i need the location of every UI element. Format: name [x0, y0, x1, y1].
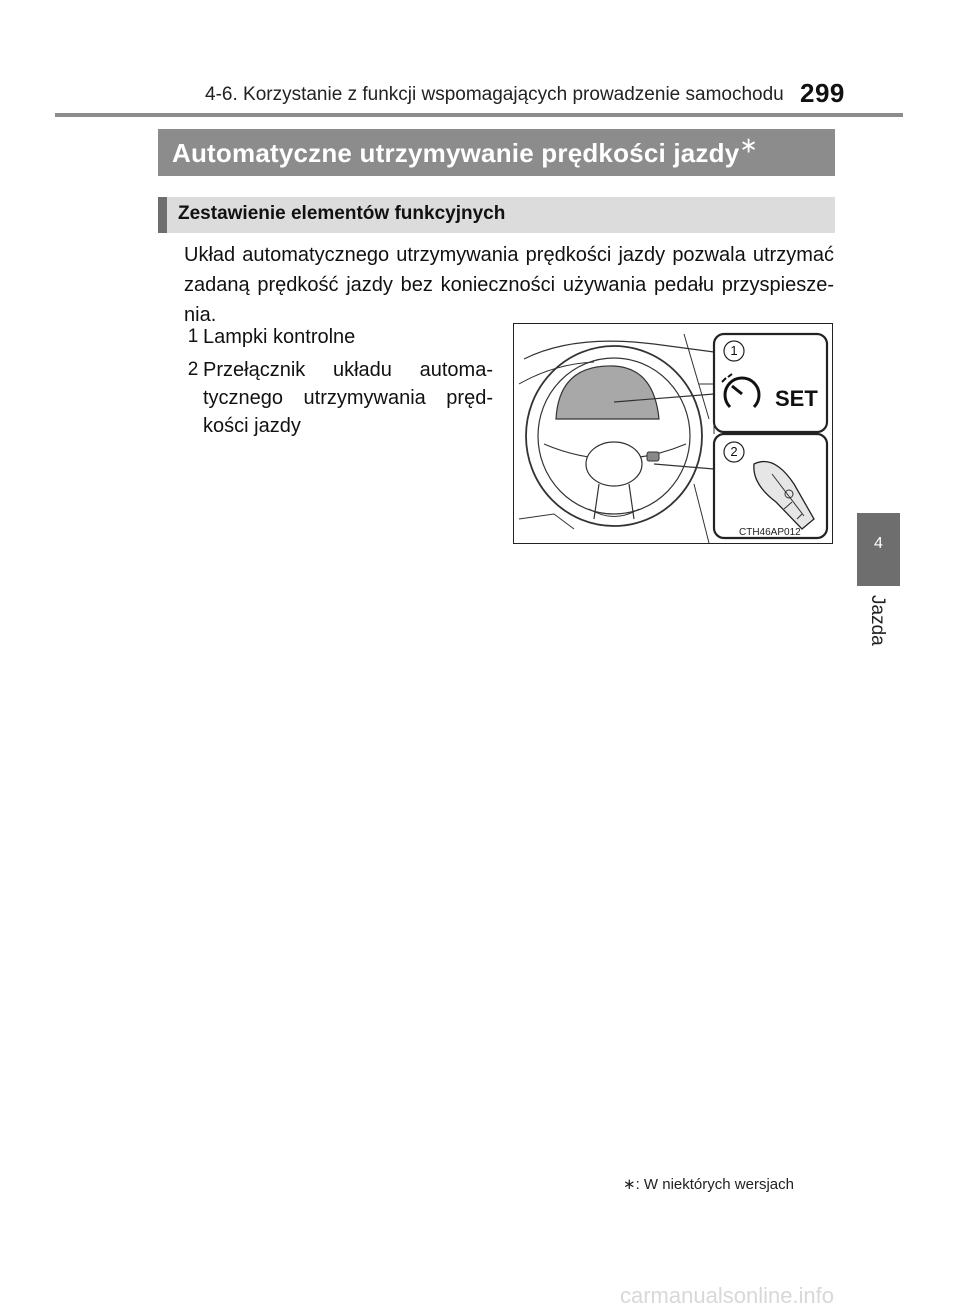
header-divider — [55, 113, 903, 117]
section-title — [172, 132, 759, 169]
item-number: 2 — [187, 359, 199, 380]
intro-paragraph: Układ automatycznego utrzymywania prędkości jazdy pozwala utrzymać zadaną prędkość jazdy bez konieczności używania pedału przyspiesze-nia. — [184, 244, 834, 326]
subsection-title: Zestawienie elementów funkcyjnych — [178, 203, 506, 224]
callout-2-label: 2 — [730, 444, 738, 459]
chapter-label-container — [860, 595, 896, 655]
section-title-text: Automatyczne utrzymywanie prędkości jazdy — [172, 138, 740, 168]
footnote — [623, 1175, 794, 1193]
subsection-title-bar — [158, 197, 835, 233]
set-indicator: SET — [775, 386, 818, 411]
page-number: 299 — [800, 78, 845, 108]
item-label: Lampki kontrolne — [203, 326, 356, 348]
callout-1-label: 1 — [730, 343, 738, 358]
footnote-asterisk: ∗ — [623, 1176, 636, 1193]
dashboard-illustration — [513, 323, 833, 544]
chapter-tab — [857, 513, 900, 586]
chapter-number: 4 — [874, 535, 883, 552]
title-asterisk: ∗ — [739, 132, 759, 158]
steering-wheel-drawing — [514, 324, 832, 543]
item-number: 1 — [187, 326, 199, 347]
footnote-text: : W niektórych wersjach — [635, 1176, 794, 1193]
section-title-bar — [158, 129, 835, 176]
item-label: Przełącznik układu automa-tycznego utrzymywania pręd-kości jazdy — [203, 359, 493, 437]
figure-code: CTH46AP012 — [739, 527, 801, 538]
watermark: carmanualsonline.info — [620, 1283, 835, 1308]
running-header: 4-6. Korzystanie z funkcji wspomagających prowadzenie samochodu — [205, 84, 784, 105]
chapter-label: Jazda — [867, 595, 888, 646]
